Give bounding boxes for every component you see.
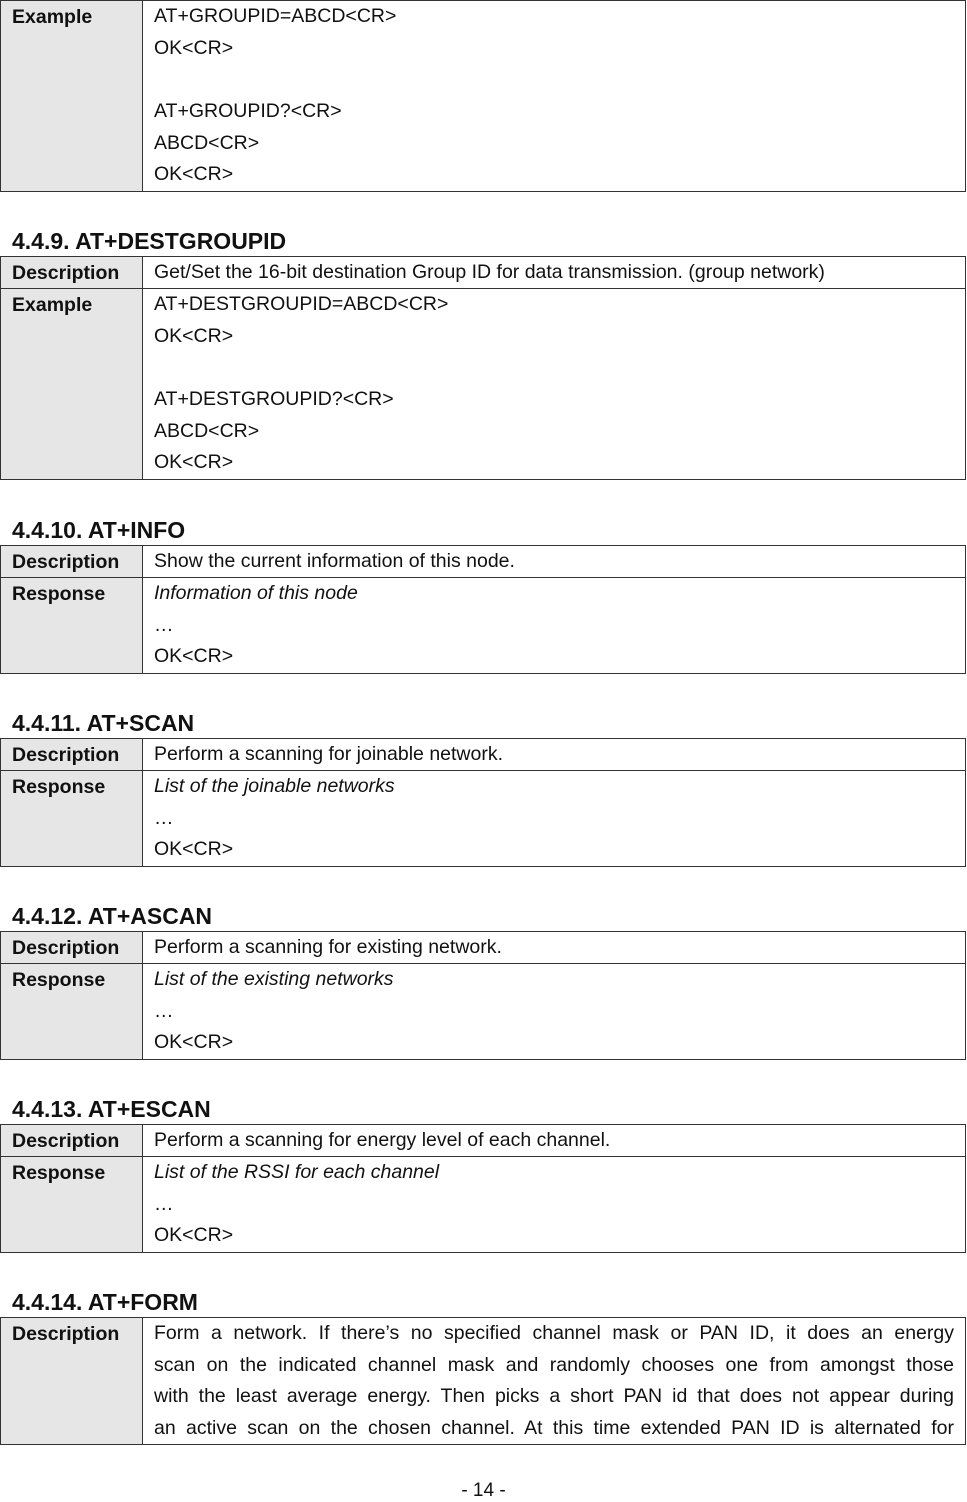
description-value [143, 739, 966, 771]
response-line: … [154, 613, 174, 636]
code-line: OK<CR> [154, 36, 234, 59]
description-label: Description [1, 1318, 143, 1445]
code-line: AT+GROUPID?<CR> [154, 100, 342, 122]
section-heading: 4.4.9. AT+DESTGROUPID [12, 228, 287, 254]
section-heading: 4.4.12. AT+ASCAN [12, 903, 213, 929]
description-text: Get/Set the 16-bit destination Group ID for data transmission. (group network) [154, 261, 825, 283]
description-value [143, 257, 966, 289]
response-line: OK<CR> [154, 645, 234, 667]
info-table [0, 545, 966, 674]
response-value [143, 1157, 966, 1253]
section-heading: 4.4.14. AT+FORM [12, 1289, 198, 1315]
form-table [0, 1317, 966, 1445]
response-line: … [154, 1192, 174, 1215]
example-label: Example [1, 289, 143, 480]
description-line: an active scan on the chosen channel. At this time extended PAN ID is alternated for [154, 1416, 954, 1439]
code-line [154, 352, 954, 384]
response-line: … [154, 806, 174, 829]
scan-table [0, 738, 966, 867]
response-value [143, 964, 966, 1060]
response-label: Response [1, 1157, 143, 1253]
response-line: OK<CR> [154, 1031, 234, 1053]
code-line [154, 64, 954, 96]
response-label: Response [1, 964, 143, 1060]
response-line: List of the joinable networks [154, 775, 395, 797]
response-value [143, 771, 966, 867]
code-line: AT+DESTGROUPID?<CR> [154, 388, 394, 410]
code-line: OK<CR> [154, 451, 234, 473]
description-text: Perform a scanning for energy level of each channel. [154, 1129, 611, 1151]
response-label: Response [1, 578, 143, 674]
section-heading: 4.4.11. AT+SCAN [12, 710, 195, 736]
description-text: Perform a scanning for joinable network. [154, 743, 504, 765]
response-label: Response [1, 771, 143, 867]
description-text: Show the current information of this node. [154, 550, 515, 572]
description-label: Description [1, 546, 143, 578]
response-line: List of the existing networks [154, 968, 394, 990]
response-line: OK<CR> [154, 838, 234, 860]
section-heading: 4.4.10. AT+INFO [12, 517, 186, 543]
description-text: Perform a scanning for existing network. [154, 936, 502, 958]
description-label: Description [1, 739, 143, 771]
example-value [143, 1, 966, 192]
code-line: ABCD<CR> [154, 419, 260, 442]
description-line: scan on the indicated channel mask and randomly chooses one from amongst those [154, 1353, 954, 1376]
response-line: List of the RSSI for each channel [154, 1161, 440, 1183]
escan-table [0, 1124, 966, 1253]
response-line: OK<CR> [154, 1224, 234, 1246]
code-line: OK<CR> [154, 324, 234, 347]
description-value [143, 1318, 966, 1445]
code-line: AT+GROUPID=ABCD<CR> [154, 5, 397, 27]
description-value [143, 546, 966, 578]
ascan-table [0, 931, 966, 1060]
description-label: Description [1, 1125, 143, 1157]
description-label: Description [1, 257, 143, 289]
response-line: Information of this node [154, 582, 358, 604]
description-label: Description [1, 932, 143, 964]
example-value [143, 289, 966, 480]
response-value [143, 578, 966, 674]
example-label: Example [1, 1, 143, 192]
response-line: … [154, 999, 174, 1022]
description-value [143, 932, 966, 964]
page-number: - 14 - [461, 1480, 506, 1501]
code-line: ABCD<CR> [154, 131, 260, 154]
description-line: Form a network. If there’s no specified channel mask or PAN ID, it does an energy [154, 1322, 954, 1344]
code-line: OK<CR> [154, 163, 234, 185]
code-line: AT+DESTGROUPID=ABCD<CR> [154, 293, 449, 315]
description-value [143, 1125, 966, 1157]
destgroupid-table [0, 256, 966, 480]
section-heading: 4.4.13. AT+ESCAN [12, 1096, 211, 1122]
groupid-example-table [0, 0, 966, 192]
description-line: with the least average energy. Then picks a short PAN id that does not appear during [154, 1385, 954, 1407]
